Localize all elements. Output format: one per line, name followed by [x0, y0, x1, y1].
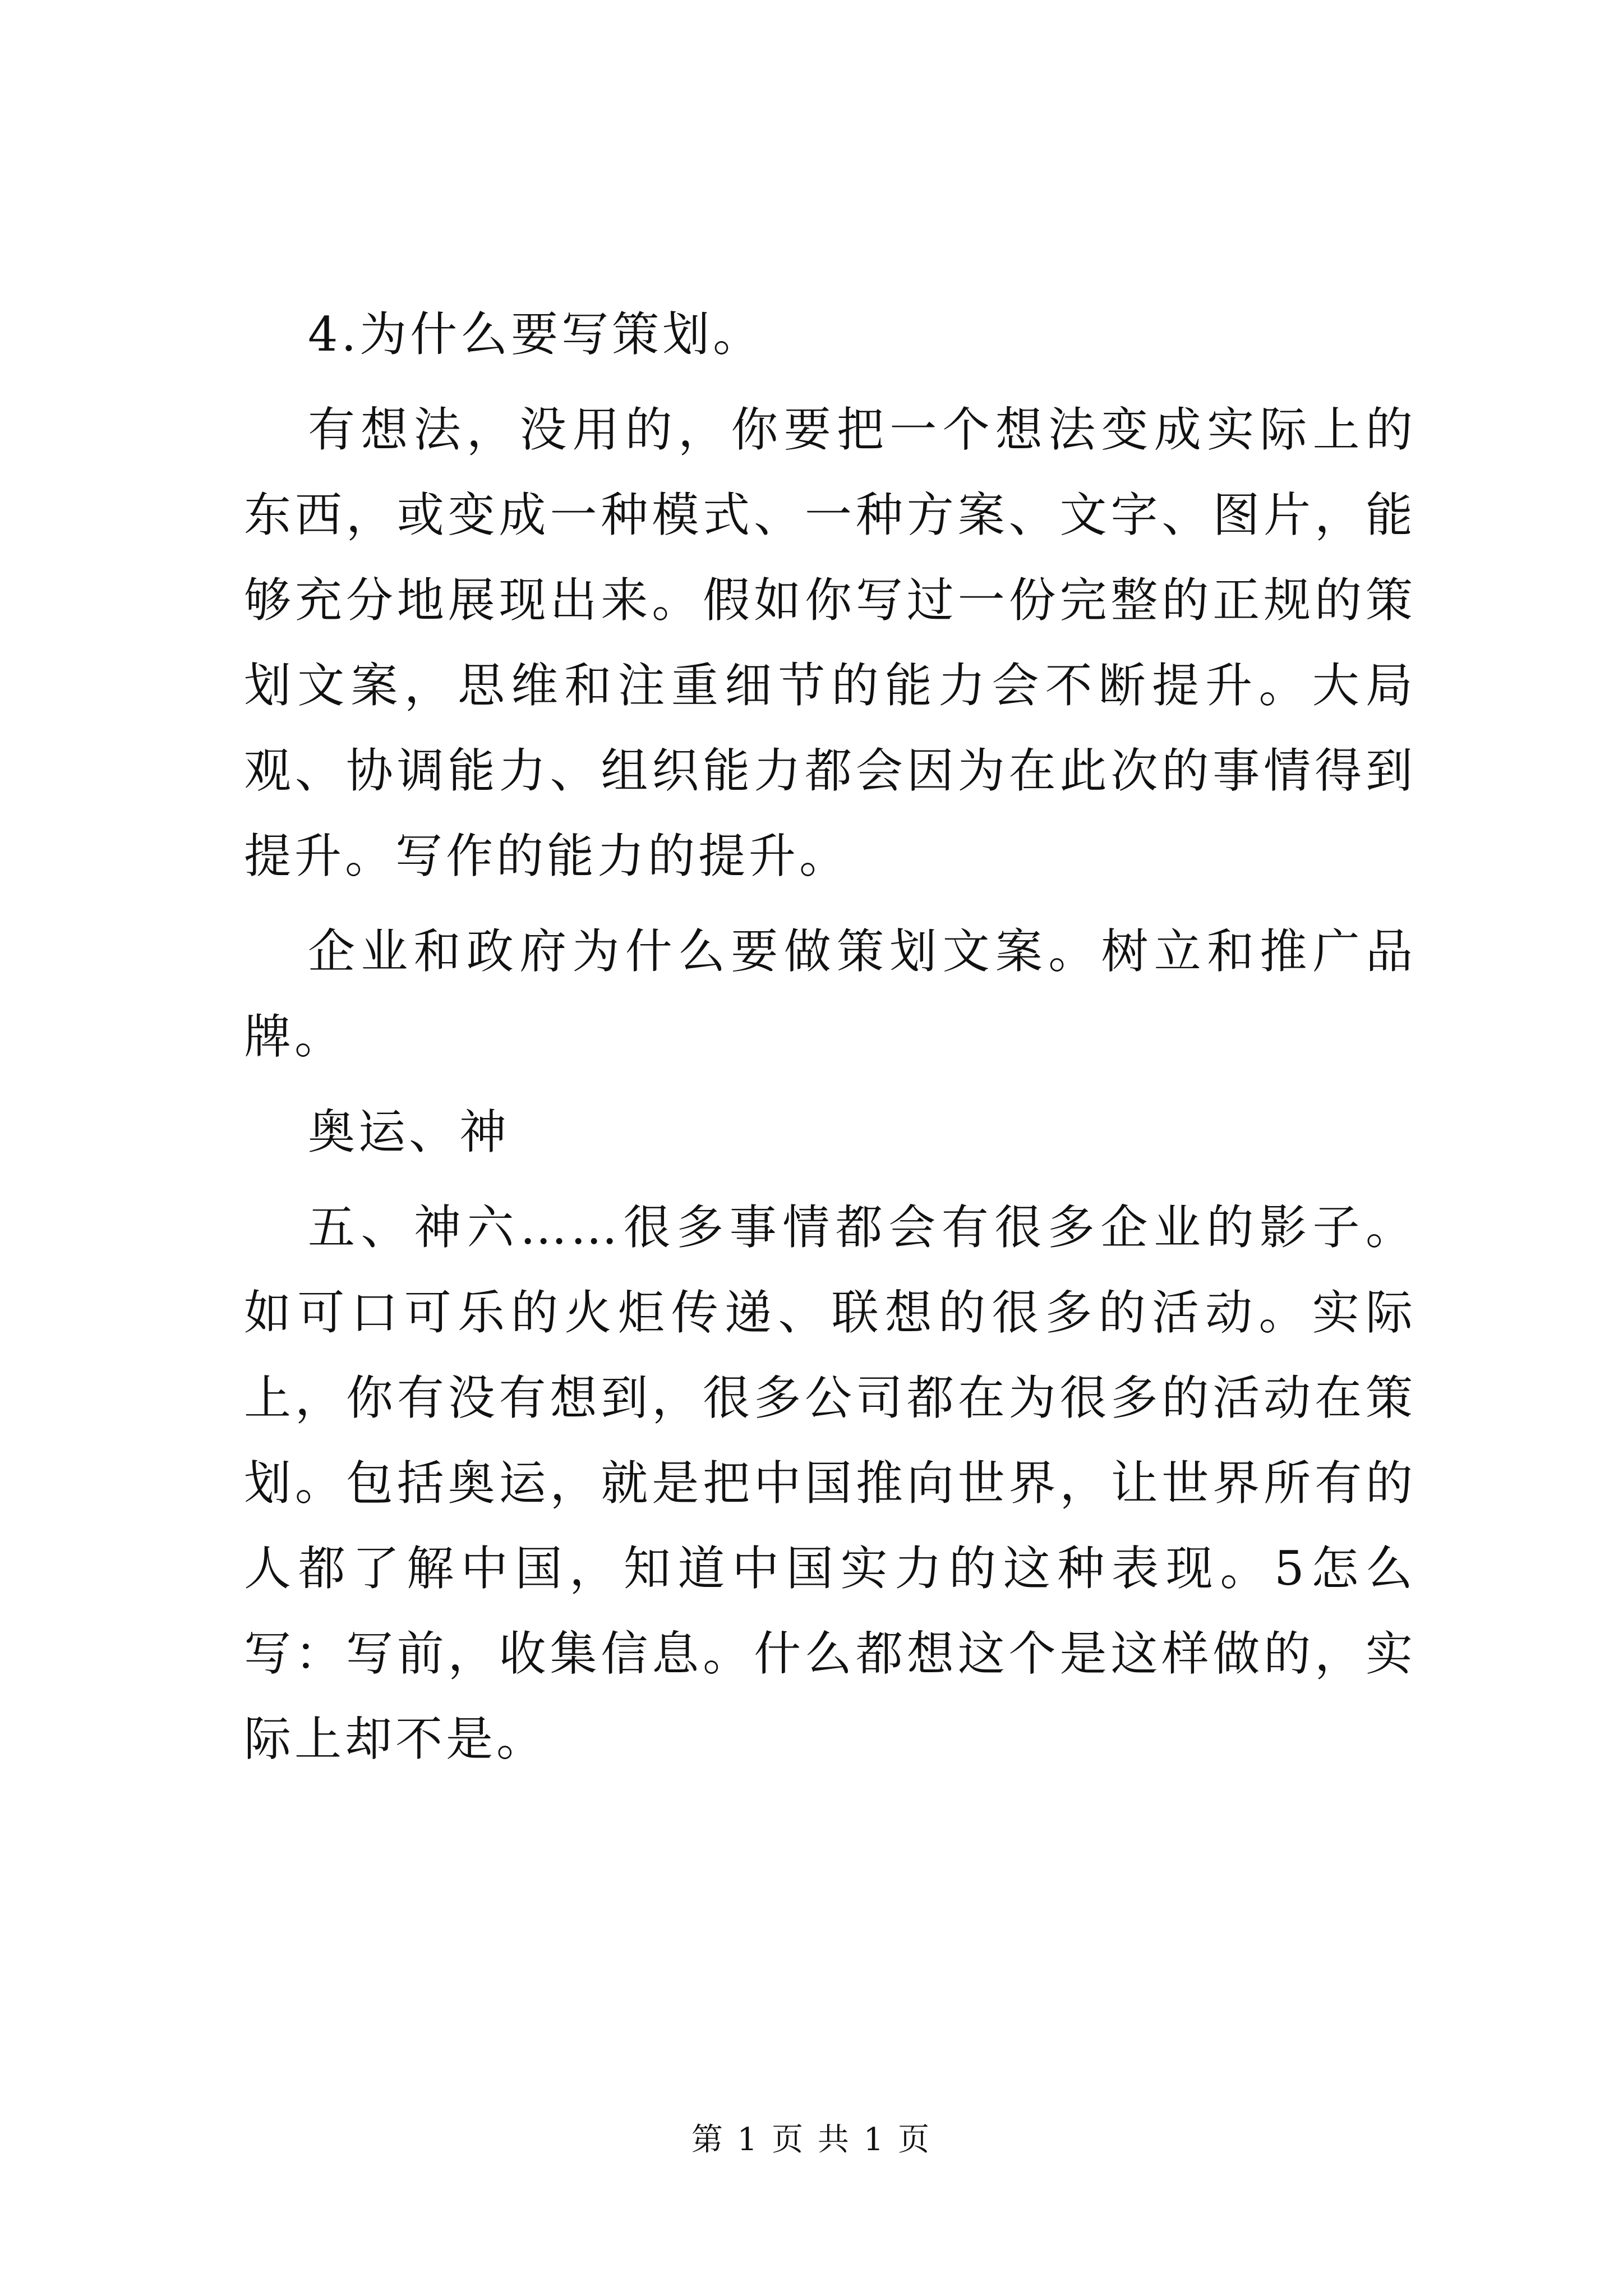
body-paragraph-examples: 五、神六……很多事情都会有很多企业的影子。如可口可乐的火炬传递、联想的很多的活动。实际上，你有没有想到，很多公司都在为很多的活动在策划。包括奥运，就是把中国推向世界，让世界所有的人都了解中国，知道中国实力的这种表现。5怎么写：写前，收集信息。什么都想这个是这样做的，实际上却不是。 [244, 1200, 1416, 1766]
heading-paragraph: 4.为什么要写策划。 [308, 307, 764, 362]
body-paragraph-enterprise: 企业和政府为什么要做策划文案。树立和推广品牌。 [244, 924, 1416, 1064]
body-paragraph-ideas: 有想法，没用的，你要把一个想法变成实际上的东西，或变成一种模式、一种方案、文字、图片，能够充分地展现出来。假如你写过一份完整的正规的策划文案，思维和注重细节的能力会不断提升。大局观、协调能力、组织能力都会因为在此次的事情得到提升。写作的能力的提升。 [244, 402, 1416, 884]
body-paragraph-olympics: 奥运、神 [308, 1105, 510, 1159]
page-number-footer: 第 1 页 共 1 页 [691, 2122, 932, 2158]
document-body [244, 292, 1416, 1782]
